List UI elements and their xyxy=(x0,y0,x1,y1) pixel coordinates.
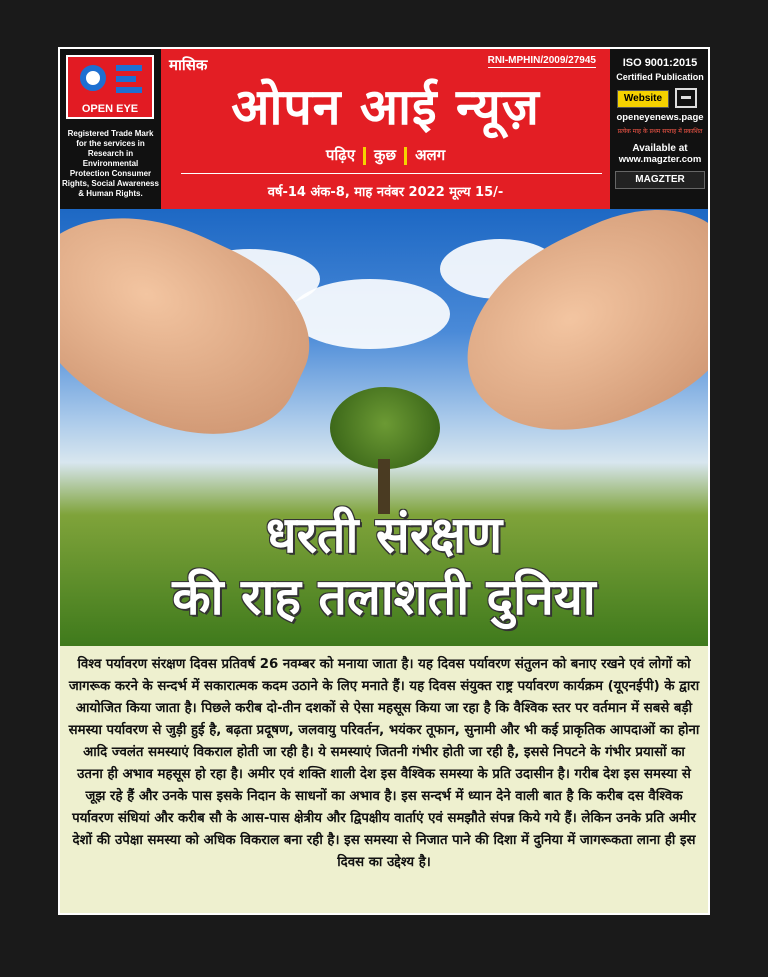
tagline-word-3: अलग xyxy=(415,146,446,164)
qr-scan-icon[interactable] xyxy=(675,88,697,108)
logo-e-mark xyxy=(116,65,142,93)
available-at-label: Available at xyxy=(632,143,688,154)
publication-schedule-note: प्रत्येक माह के प्रथम सप्ताह में प्रकाशित xyxy=(617,128,703,135)
website-button[interactable]: Website xyxy=(617,90,669,108)
masthead-divider xyxy=(181,173,602,174)
registered-trademark-note: Registered Trade Mark for the services in Research in Environmental Protection Consumer Rights, Social Awareness & Human Rights. xyxy=(62,129,159,198)
logo-o-mark xyxy=(80,65,106,91)
cover-headline-line-1: धरती संरक्षण xyxy=(265,506,503,564)
tree xyxy=(330,387,440,469)
rni-number: RNI-MPHIN/2009/27945 xyxy=(487,55,596,66)
iso-label: ISO 9001:2015 xyxy=(622,57,698,69)
magzter-logo: MAGZTER xyxy=(615,171,705,189)
masthead xyxy=(161,49,610,209)
issue-info: वर्ष-14 अंक-8, माह नवंबर 2022 मूल्य 15/- xyxy=(267,185,504,200)
cover-image xyxy=(60,209,708,646)
publication-title: ओपन आई न्यूज़ xyxy=(231,78,540,136)
website-url[interactable]: openeyenews.page xyxy=(616,112,704,123)
tagline-word-1: पढ़िए xyxy=(325,146,356,164)
tagline-word-2: कुछ xyxy=(374,146,397,164)
tagline xyxy=(161,145,610,165)
logo-text: OPEN EYE xyxy=(81,103,139,115)
article-body: विश्व पर्यावरण संरक्षण दिवस प्रतिवर्ष 26 नवम्बर को मनाया जाता है। यह दिवस पर्यावरण संतुलन को बनाए रखने एवं लोगों को जागरूक करने के सन्दर्भ में सकारात्मक कदम उठाने के लिए मनाते हैं। यह दिवस संयुक्त राष्ट्र पर्यावरण कार्यक्रम (यूएनईपी) के द्वारा आयोजित किया जाता है। पिछले करीब दो-तीन दशकों से ऐसा महसूस किया जा रहा है कि वैश्विक स्तर पर वर्तमान में सबसे बड़ी समस्या पर्यावरण से जुड़ी हुई है, बढ़ता प्रदूषण, जलवायु परिवर्तन, भयंकर तूफान, सुनामी और भी कई प्राकृतिक आपदाओं का होना आदि ज्वलंत समस्याएं विकराल होती जा रही है। ये समस्याएं जितनी गंभीर होती जा रही है, इससे निपटने के गंभीर प्रयासों का उतना ही अभाव महसूस हो रहा है। अमीर एवं शक्ति शाली देश इस वैश्विक समस्या के प्रति उदासीन है। गरीब देश इस समस्या से जूझ रहे हैं और उनके पास इसके निदान के साधनों का अभाव है। इस सन्दर्भ में ध्यान देने वाली बात है कि करीब दस वैश्विक पर्यावरण संधियां और करीब सौ के आस-पास क्षेत्रीय और द्विपक्षीय वार्ताएं एवं समझौते संपन्न किये गये हैं। लेकिन उनके प्रति अमीर देशों की उपेक्षा समस्या को अधिक विकराल बना रही है। इस समस्या से निजात पाने की दिशा में दुनिया में जागरूकता लाना ही इस दिवस का उद्देश्य है। xyxy=(68,657,700,870)
magzter-url[interactable]: www.magzter.com xyxy=(618,154,702,165)
cover-headline-line-2: की राह तलाशती दुनिया xyxy=(172,568,596,626)
certified-label: Certified Publication xyxy=(616,72,704,82)
info-column xyxy=(610,49,710,209)
open-eye-logo xyxy=(66,55,154,119)
left-hand xyxy=(60,209,337,471)
magazine-cover xyxy=(58,47,710,915)
logo-column xyxy=(60,49,161,209)
frequency-label: मासिक xyxy=(169,56,208,74)
